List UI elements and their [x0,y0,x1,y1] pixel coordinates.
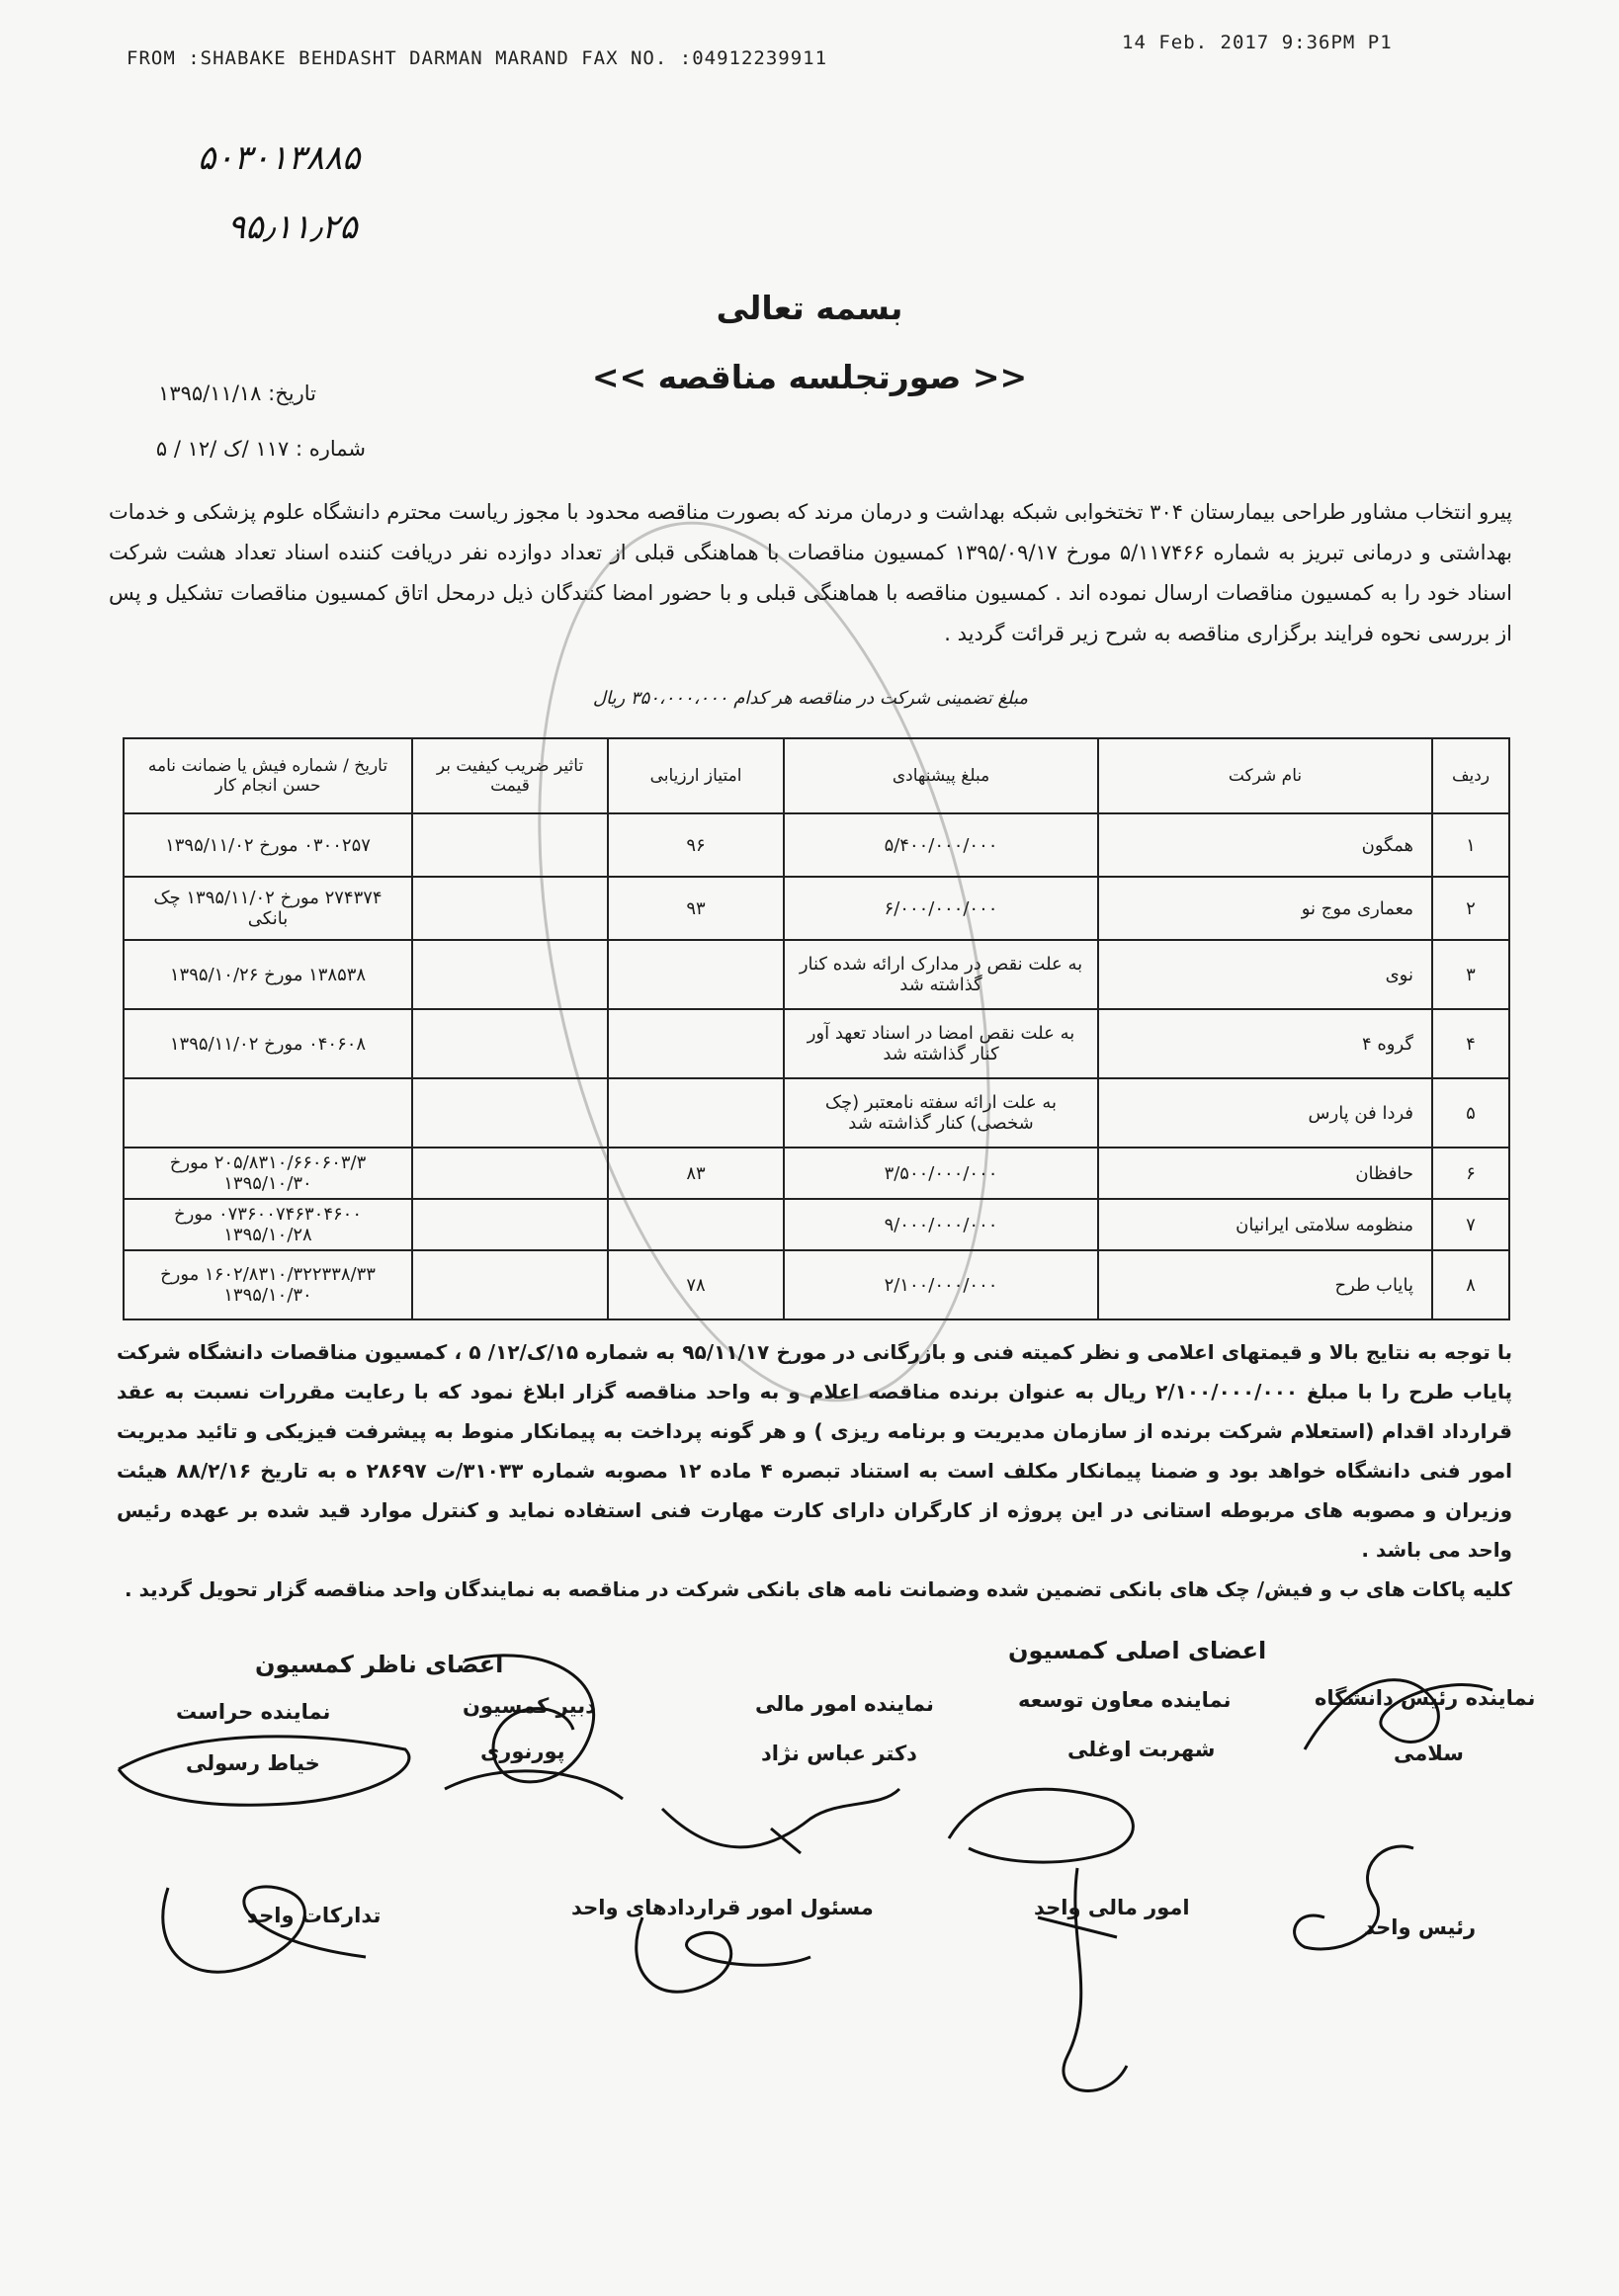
quality-factor [412,1078,608,1148]
offer-amount: ۹/۰۰۰/۰۰۰/۰۰۰ [784,1199,1098,1250]
secretary-name: پورنوری [480,1740,565,1763]
header-cell: تاثیر ضریب کیفیت بر قیمت [412,738,608,813]
company-name: حافظان [1098,1148,1432,1199]
row-number: ۶ [1432,1148,1509,1199]
offer-amount: ۳/۵۰۰/۰۰۰/۰۰۰ [784,1148,1098,1199]
header-cell: نام شرکت [1098,738,1432,813]
header-cell: ردیف [1432,738,1509,813]
unit-head-title: رئیس واحد [1364,1915,1477,1939]
company-name: منظومه سلامتی ایرانیان [1098,1199,1432,1250]
handwritten-number: ۵۰۳۰۱۳۸۸۵ [198,138,361,178]
payment-reference [124,1078,412,1148]
offer-amount: به علت نقص امضا در اسناد تعهد آور کنار گذاشته شد [784,1009,1098,1078]
evaluation-score: ۹۳ [608,877,784,940]
row-number: ۴ [1432,1009,1509,1078]
row-number: ۲ [1432,877,1509,940]
conclusion-text: با توجه به نتایج بالا و قیمتهای اعلامی و نظر کمیته فنی و بازرگانی در مورخ ۹۵/۱۱/۱۷ به شماره ۱۵/ک/۱۲/ ۵ ، کمسیون مناقصات دانشگاه شرکت پایاب طرح را با مبلغ ۲/۱۰۰/۰۰۰/۰۰۰ ریال به عنوان برنده مناقصه اعلام و به واحد مناقصه گزار ابلاغ نمود که با رعایت مقررات نسبت به عقد قرارداد اقدام (استعلام شرکت برنده از سازمان مدیریت و برنامه ریزی ) و هر گونه پرداخت به پیمانکار منوط به پیشرفت فیزیکی و تائید مدیریت امور فنی دانشگاه خواهد بود و ضمنا پیمانکار مکلف است به استناد تبصره ۴ ماده ۱۲ مصوبه شماره ۳۱۰۳۳/ت ۲۸۶۹۷ ه به تاریخ ۸۸/۲/۱۶ هیئت وزیران و مصوبه های مربوطه استانی در این پروژه از کارگران دارای کارت مهارت فنی استفاده نماید و کنترل موارد قید شده بر عهده رئیس واحد می باشد . [117,1340,1513,1562]
evaluation-score: ۷۸ [608,1250,784,1319]
signature-development-rep [939,1769,1166,1868]
payment-reference: ۰۴۰۶۰۸ مورخ ۱۳۹۵/۱۱/۰۲ [124,1009,412,1078]
finance-rep-title: نماینده امور مالی [755,1692,934,1716]
development-rep-name: شهربت اوغلی [1067,1738,1216,1761]
payment-reference: ۱۳۸۵۳۸ مورخ ۱۳۹۵/۱۰/۲۶ [124,940,412,1009]
signature-secretary [425,1641,642,1809]
header-cell: تاریخ / شماره فیش یا ضمانت نامه حسن انجام کار [124,738,412,813]
fax-header-line: FROM :SHABAKE BEHDASHT DARMAN MARAND FAX NO. :04912239911 [127,47,828,69]
observer-members-heading: اعضای ناظر کمسیون [255,1651,504,1678]
quality-factor [412,1199,608,1250]
offer-amount: ۲/۱۰۰/۰۰۰/۰۰۰ [784,1250,1098,1319]
quality-factor [412,1148,608,1199]
closing-text: کلیه پاکات های ب و فیش/ چک های بانکی تضمین شده وضمانت نامه های بانکی شرکت در مناقصه به نمایندگان واحد مناقصه گزار تحویل گردید . [125,1577,1512,1601]
handwritten-date: ۹۵٫۱۱٫۲۵ [227,208,358,247]
header-cell: مبلغ پیشنهادی [784,738,1098,813]
finance-rep-name: دکتر عباس نژاد [761,1742,917,1765]
header-cell: امتیاز ارزیابی [608,738,784,813]
signature-security-rep [109,1710,425,1819]
payment-reference: ۱۶۰۲/۸۳۱۰/۳۲۲۳۳۸/۳۳ مورخ ۱۳۹۵/۱۰/۳۰ [124,1250,412,1319]
security-rep-title: نماینده حراست [176,1700,331,1724]
evaluation-score: ۹۶ [608,813,784,877]
company-name: فردا فن پارس [1098,1078,1432,1148]
intro-paragraph: پیرو انتخاب مشاور طراحی بیمارستان ۳۰۴ تختخوابی شبکه بهداشت و درمان مرند که بصورت مناقصه محدود با مجوز ریاست محترم دانشگاه علوم پزشکی و خدمات بهداشتی و درمانی تبریز به شماره ۵/۱۱۷۴۶۶ مورخ ۱۳۹۵/۰۹/۱۷ کمسیون مناقصات با هماهنگی قبلی از تعداد دوازده نفر دریافت کننده اسناد تعداد هشت شرکت اسناد خود را به کمسیون مناقصات ارسال نموده اند . کمسیون مناقصه با هماهنگی قبلی و با حضور امضا کنندگان ذیل درمحل اتاق کمسیون مناقصات تشکیل و پس از بررسی نحوه فرایند برگزاری مناقصه به شرح زیر قرائت گردید . [109,500,1512,645]
signature-unit-contracts [613,1878,830,2016]
offer-amount: ۶/۰۰۰/۰۰۰/۰۰۰ [784,877,1098,940]
signature-university-rep [1285,1641,1512,1779]
security-rep-name: خیاط رسولی [186,1751,320,1775]
main-members-heading: اعضای اصلی کمسیون [1008,1637,1267,1664]
unit-procurement-title: تدارکات واحد [247,1904,382,1927]
offer-amount: ۵/۴۰۰/۰۰۰/۰۰۰ [784,813,1098,877]
secretary-title: دبیر کمسیون [463,1694,596,1718]
table-caption: مبلغ تضمینی شرکت در مناقصه هر کدام ۳۵۰،۰۰۰،۰۰۰ ریال [592,688,1029,709]
company-name: همگون [1098,813,1432,877]
row-number: ۷ [1432,1199,1509,1250]
row-number: ۳ [1432,940,1509,1009]
offer-amount: به علت نقص در مدارک ارائه شده کنار گذاشته شد [784,940,1098,1009]
development-rep-title: نماینده معاون توسعه [1018,1688,1232,1712]
signature-unit-finance [1008,1858,1156,2115]
unit-contracts-title: مسئول امور قراردادهای واحد [571,1896,874,1919]
company-name: گروه ۴ [1098,1009,1432,1078]
payment-reference: ۰۳۰۰۲۵۷ مورخ ۱۳۹۵/۱۱/۰۲ [124,813,412,877]
evaluation-score: ۸۳ [608,1148,784,1199]
payment-reference: ۲۰۵/۸۳۱۰/۶۶۰۶۰۳/۳ مورخ ۱۳۹۵/۱۰/۳۰ [124,1148,412,1199]
row-number: ۸ [1432,1250,1509,1319]
signature-unit-procurement [128,1858,385,1997]
page-title: << صورتجلسه مناقصه >> [591,358,1028,396]
university-rep-name: سلامی [1394,1742,1464,1765]
signature-finance-rep [652,1769,909,1868]
university-rep-title: نماینده رئیس دانشگاه [1315,1686,1536,1710]
company-name: پایاب طرح [1098,1250,1432,1319]
company-name: نوی [1098,940,1432,1009]
invocation: بسمه تعالی [716,289,903,327]
document-date: تاریخ: ۱۳۹۵/۱۱/۱۸ [158,382,316,405]
unit-finance-title: امور مالی واحد [1034,1896,1190,1919]
document-number: شماره : ۱۱۷ /ک /۱۲ / ۵ [155,437,366,461]
row-number: ۱ [1432,813,1509,877]
fax-timestamp: 14 Feb. 2017 9:36PM P1 [1122,32,1393,53]
signature-unit-head [1265,1828,1443,1977]
row-number: ۵ [1432,1078,1509,1148]
quality-factor [412,1250,608,1319]
payment-reference: ۲۷۴۳۷۴ مورخ ۱۳۹۵/۱۱/۰۲ چک بانکی [124,877,412,940]
company-name: معماری موج نو [1098,877,1432,940]
payment-reference: ۰۷۳۶۰۰۷۴۶۳۰۴۶۰۰ مورخ ۱۳۹۵/۱۰/۲۸ [124,1199,412,1250]
offer-amount: به علت ارائه سفته نامعتبر (چک شخصی) کنار گذاشته شد [784,1078,1098,1148]
